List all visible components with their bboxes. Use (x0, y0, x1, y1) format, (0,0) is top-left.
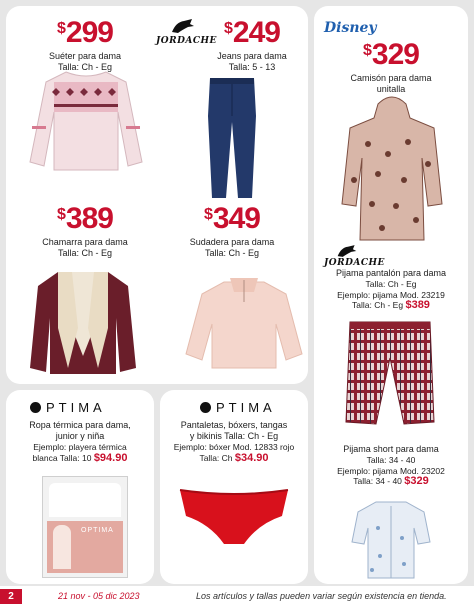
thermal-name-2: junior y niña (55, 431, 105, 441)
pajama-shirt-image (350, 498, 432, 580)
thermal-panel[interactable] (6, 390, 154, 584)
nightgown-offer[interactable] (314, 40, 468, 95)
pajama-short-example: Ejemplo: pijama Mod. 23202 (337, 465, 445, 476)
sweatshirt-image (182, 276, 306, 372)
nightgown-size: unitalla (376, 84, 406, 94)
sweater-image (26, 66, 146, 176)
pajama-short-name: Pijama short para dama (343, 444, 439, 454)
thermal-name-1: Ropa térmica para dama, (29, 420, 131, 430)
thermal-offer (6, 420, 154, 463)
sweatshirt-offer[interactable] (160, 204, 304, 259)
page-number: 2 (0, 589, 22, 604)
sweater-name: Suéter para dama (48, 51, 122, 61)
jordache-logo: JORDACHE (156, 36, 217, 46)
jeans-image (204, 76, 260, 201)
horse-icon (336, 244, 358, 258)
optima-dot-icon (30, 402, 41, 413)
jeans-name: Jeans para dama (217, 51, 287, 61)
panties-offer (160, 420, 308, 463)
nightgown-price: $329 (363, 38, 419, 71)
pajama-short-offer[interactable] (314, 444, 468, 487)
sweater-offer[interactable] (10, 18, 160, 73)
thermal-size-price: blanca Talla: 10 $94.90 (32, 451, 128, 464)
sweatshirt-price: $349 (204, 202, 260, 235)
disney-logo: Disney (324, 20, 377, 36)
panties-example: Ejemplo: bóxer Mod. 12833 rojo (173, 442, 295, 452)
jacket-image (28, 268, 138, 376)
sweatshirt-size: Talla: Ch - Eg (204, 248, 260, 258)
thermal-example: Ejemplo: playera térmica (33, 442, 127, 452)
panties-image (178, 486, 290, 548)
jeans-price: $249 (224, 16, 280, 49)
pajama-short-size: Talla: 34 - 40 (366, 455, 416, 465)
pajama-long-size: Talla: Ch - Eg (365, 279, 417, 289)
nightgown-image (338, 94, 446, 244)
panties-name-1: Pantaletas, bóxers, tangas (180, 420, 288, 430)
sweater-price: $299 (57, 16, 113, 49)
sweater-size: Talla: Ch - Eg (57, 62, 113, 72)
panties-size-price: Talla: Ch $34.90 (199, 451, 269, 464)
optima-dot-icon (200, 402, 211, 413)
pajama-long-example: Ejemplo: pijama Mod. 23219 (337, 289, 445, 300)
pajama-pants-image (344, 320, 436, 426)
pajama-long-name: Pijama pantalón para dama (335, 268, 447, 278)
jacket-price: $389 (57, 202, 113, 235)
jacket-size: Talla: Ch - Eg (57, 248, 113, 258)
pajama-long-offer[interactable] (314, 268, 468, 311)
optima-logo: PTIMA (30, 400, 106, 415)
availability-notice: Los artículos y tallas pueden variar según existencia en tienda. (196, 591, 447, 601)
package-brand: OPTIMA (81, 527, 114, 534)
pajama-short-size-price: Talla: 34 - 40 $329 (353, 475, 429, 487)
page-footer (0, 586, 474, 607)
jordache-logo-2: JORDACHE (324, 258, 385, 268)
main-products-panel (6, 6, 308, 384)
pajama-long-size-price: Talla: Ch - Eg $389 (352, 299, 430, 311)
nightgown-name: Camisón para dama (350, 73, 432, 83)
thermal-package-image (42, 476, 128, 578)
jeans-size: Talla: 5 - 13 (228, 62, 276, 72)
jacket-name: Chamarra para dama (42, 237, 128, 247)
panties-name-2: y bikinis Talla: Ch - Eg (189, 431, 279, 441)
jacket-offer[interactable] (10, 204, 160, 259)
sweatshirt-name: Sudadera para dama (189, 237, 275, 247)
right-products-panel (314, 6, 468, 584)
promo-dates: 21 nov - 05 dic 2023 (58, 591, 140, 601)
optima-logo-2: PTIMA (200, 400, 276, 415)
panties-panel[interactable] (160, 390, 308, 584)
jeans-offer[interactable] (160, 18, 304, 73)
